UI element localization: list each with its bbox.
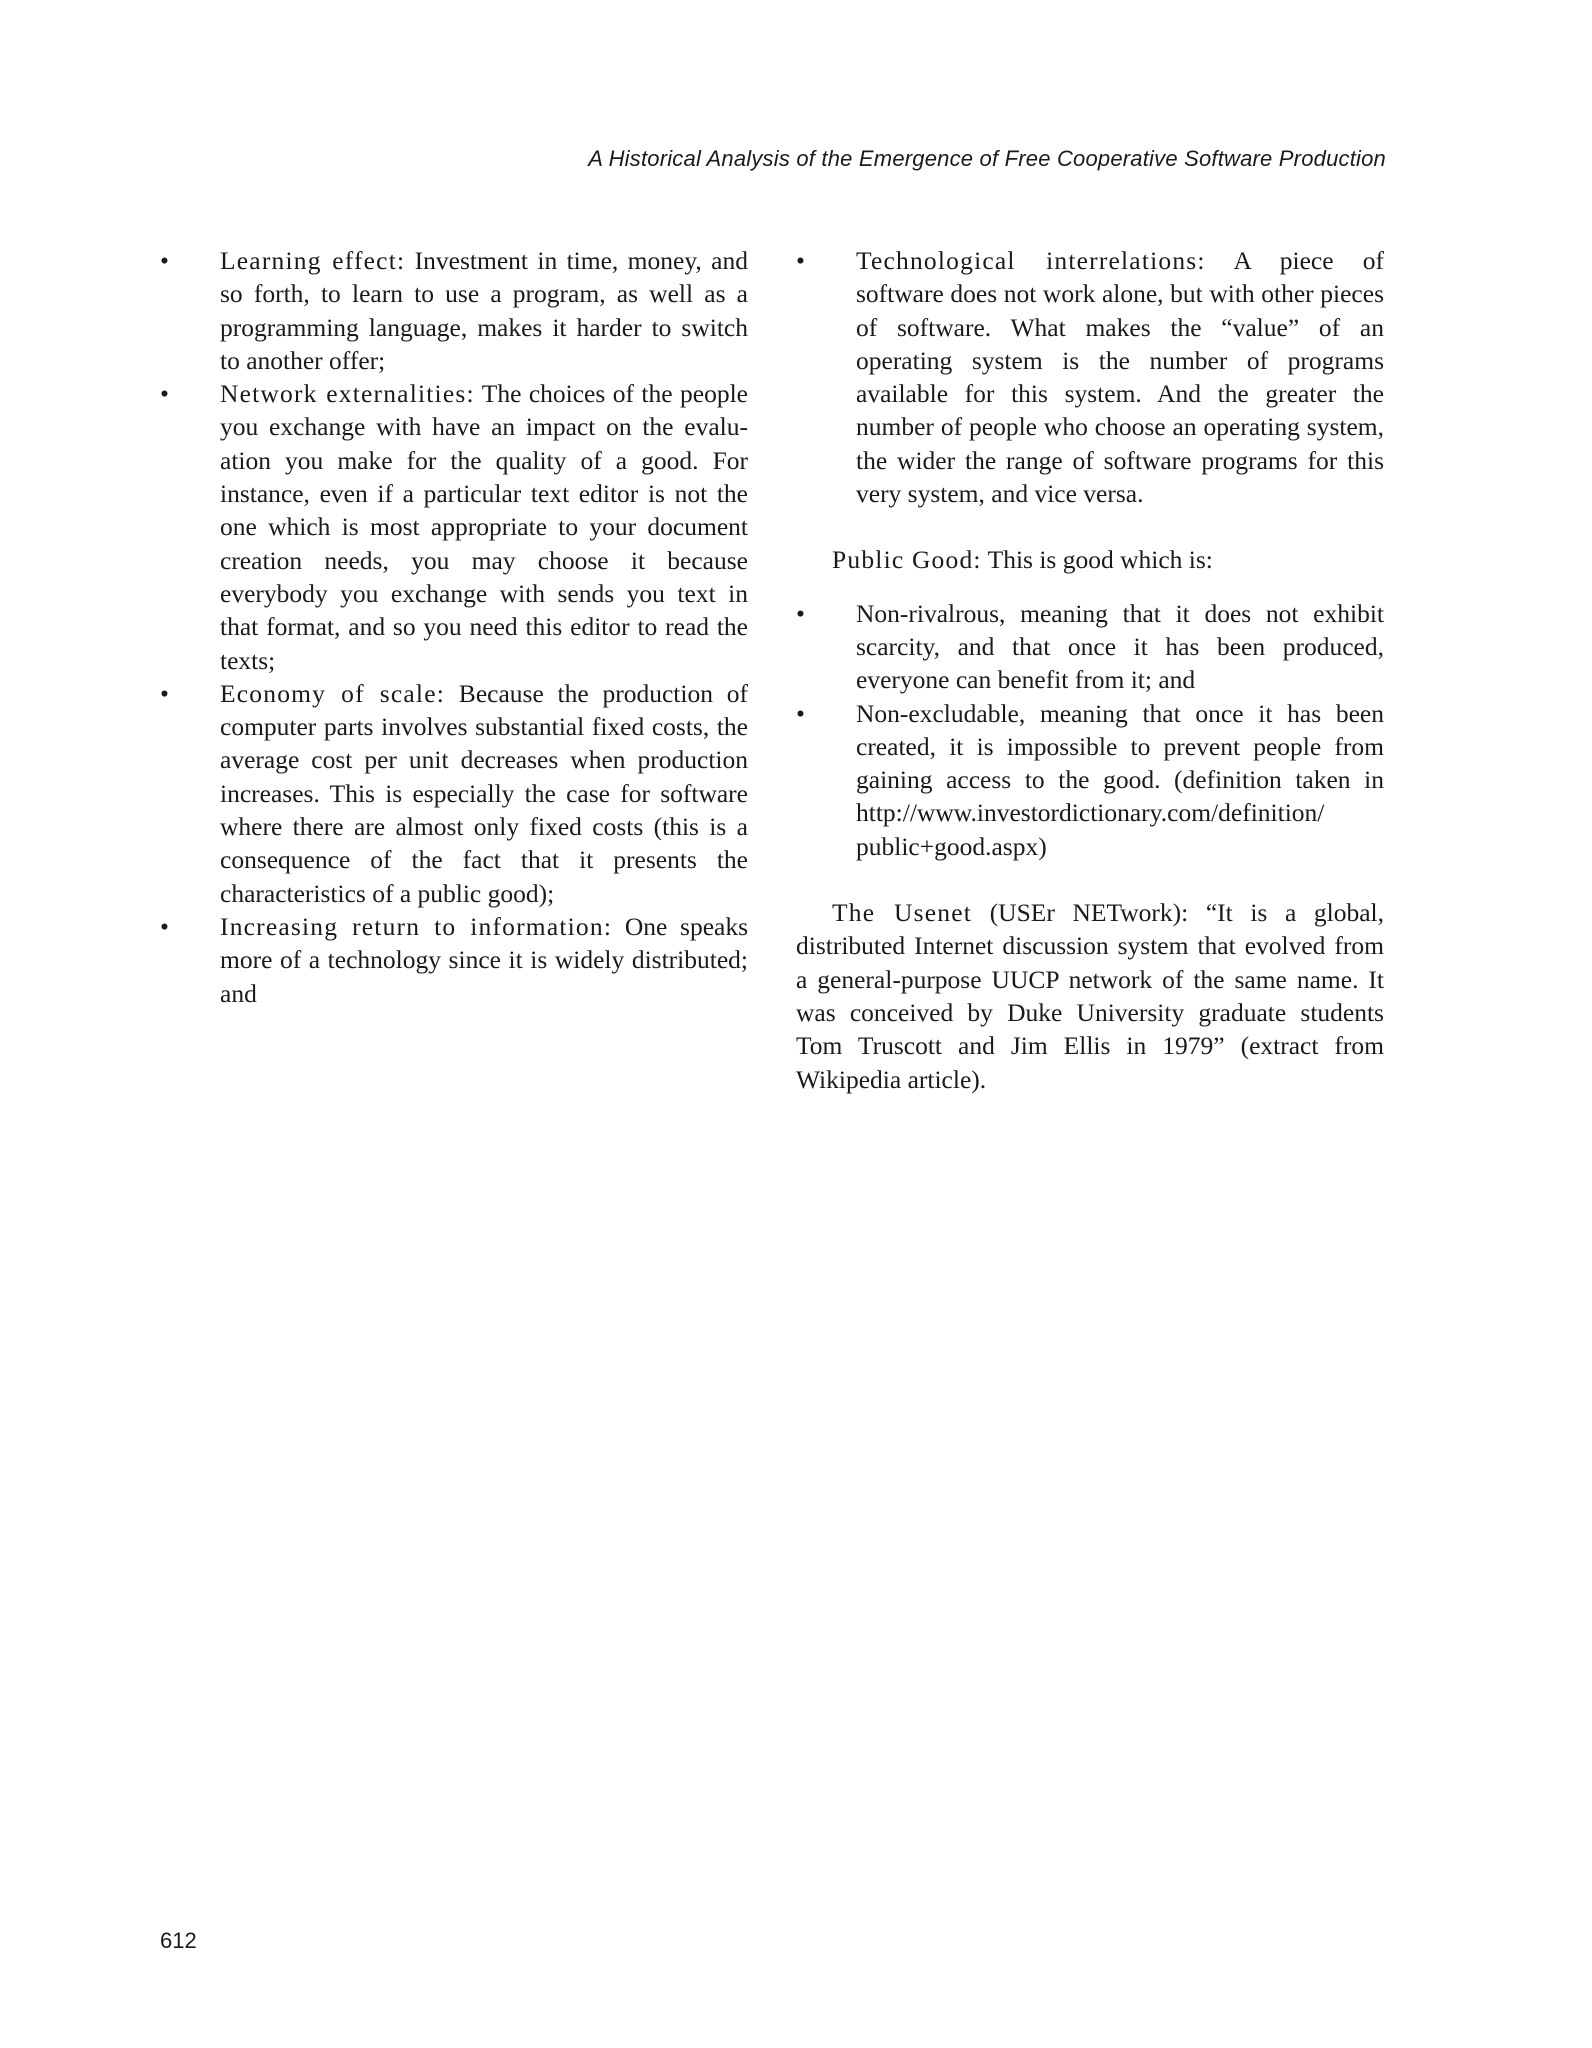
term: Technological interrelations:: [856, 246, 1206, 275]
definition: This is good which is:: [981, 545, 1213, 575]
definition: (USEr NETwork): “It is a global, distributed Internet discussion system that evolved from a general-purpose UUCP network of the same name. It was conceived by Duke University graduate students Tom Truscott and Jim Ellis in 1979” (extract from Wikipedia article).: [796, 898, 1384, 1094]
bullet-glyph: •: [160, 379, 169, 409]
definition: A piece of software does not work alone, but with other pieces of software. What makes the “value” of an operating system is the number of programs available for this system. And the greater the number of people who choose an operating system, the wider the range of software programs for this very system, and vice versa.: [856, 246, 1384, 509]
bullet-glyph: •: [796, 698, 805, 728]
bullet-economy-of-scale: [160, 677, 748, 910]
running-head: A Historical Analysis of the Emergence of Free Cooperative Software Production: [588, 146, 1386, 171]
definition: One speaks more of a technology since it is widely distributed; and: [220, 911, 749, 1008]
term: Network externalities:: [220, 379, 475, 409]
right-bullet-list-top: [796, 244, 1384, 510]
bullet-glyph: •: [160, 911, 169, 941]
right-column: [796, 244, 1384, 1096]
definition: Non-rivalrous, meaning that it does not exhibit scarcity, and that once it has been produced, everyone can benefit from it; and: [856, 598, 1384, 695]
definition: The choices of the people you exchange with have an impact on the evaluation you make for the quality of a good. For instance, even if a particular text editor is not the one which is most appropriate to your document creation needs, you may choose it because everybody you exchange with sends you text in that format, and so you need this editor to read the texts;: [220, 379, 748, 675]
bullet-glyph: •: [160, 678, 169, 708]
definition: Investment in time, money, and so forth, to learn to use a program, as well as a programming language, makes it harder to switch to another offer;: [220, 246, 748, 375]
public-good-bullet-list: [796, 597, 1384, 863]
bullet-increasing-return: [160, 910, 748, 1010]
page-number: 612: [160, 1928, 197, 1953]
definition: Because the production of computer parts involves substantial fixed costs, the average cost per unit decreases when production increases. This is especially the case for software where there are almost only fixed costs (this is a consequence of the fact that it presents the characteristics of a public good);: [220, 678, 749, 908]
left-column: [160, 244, 748, 1010]
bullet-non-rivalrous: [796, 597, 1384, 697]
public-good-paragraph: [796, 543, 1384, 576]
bullet-glyph: •: [796, 246, 805, 275]
term: The Usenet: [832, 898, 973, 928]
bullet-non-excludable: [796, 697, 1384, 863]
term: Economy of scale:: [220, 678, 446, 708]
term: Increasing return to information:: [220, 911, 613, 941]
left-bullet-list: [160, 244, 748, 1010]
term: Learning effect:: [220, 246, 406, 275]
term: Public Good:: [832, 545, 982, 575]
bullet-glyph: •: [160, 246, 169, 275]
bullet-technological-interrelations: [796, 244, 1384, 510]
definition: Non-excludable, meaning that once it has been created, it is impossible to prevent people from gaining access to the good. (definition taken in http://www.investordictionary.com/definition/​public+good.aspx): [856, 698, 1384, 861]
bullet-glyph: •: [796, 598, 805, 628]
bullet-learning-effect: [160, 244, 748, 377]
usenet-paragraph: [796, 896, 1384, 1096]
bullet-network-externalities: [160, 377, 748, 677]
